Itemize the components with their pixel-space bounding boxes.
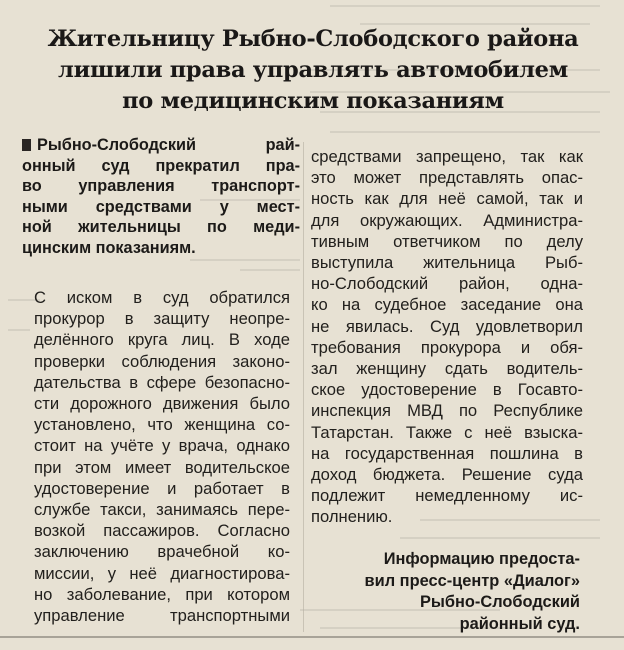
body-line: С иском в суд обратился xyxy=(34,288,290,307)
credit-line: районный суд. xyxy=(459,614,580,633)
article-lead xyxy=(22,135,300,259)
body-line: заключению врачебной ко- xyxy=(34,542,290,562)
body-line: установлено, что женщина со- xyxy=(34,415,290,435)
lead-line: ными средствами у мест- xyxy=(22,197,300,216)
body-line: но заболевание, при котором xyxy=(34,584,290,604)
body-line: для окружающих. Администра- xyxy=(311,210,583,230)
body-line: возкой пассажиров. Согласно xyxy=(34,521,290,541)
lead-line: онный суд прекратил пра- xyxy=(22,156,300,175)
lead-bullet-square-icon xyxy=(22,139,31,151)
body-line: при этом имеет водительское xyxy=(34,457,290,477)
body-line: проверки соблюдения законо- xyxy=(34,351,290,371)
body-line: полнению. xyxy=(311,507,393,527)
page-bottom-rule xyxy=(0,636,624,638)
lead-line xyxy=(22,135,300,156)
body-line: на государственная пошлина в xyxy=(311,443,583,463)
headline-line: Жительницу Рыбно-Слободского района xyxy=(47,26,579,52)
body-line: миссии, у неё диагностирова- xyxy=(34,563,290,583)
body-line: требования прокурора и обя- xyxy=(311,337,583,357)
body-line: доход бюджета. Решение суда xyxy=(311,465,583,485)
body-line: подлежит немедленному ис- xyxy=(311,486,583,506)
body-line: делённого круга лиц. В ходе xyxy=(34,330,290,350)
credit-line: Рыбно-Слободский xyxy=(419,593,580,611)
body-line: дательства в сфере безопасно- xyxy=(34,372,290,392)
body-line: выступила жительница Рыб- xyxy=(311,253,583,273)
headline-line: лишили права управлять автомобилем xyxy=(58,57,568,83)
lead-line: во управления транспорт- xyxy=(22,177,300,196)
credit-line: вил пресс-центр «Диалог» xyxy=(364,571,580,590)
body-line: ко на судебное заседание она xyxy=(311,295,583,315)
lead-line: цинским показаниям. xyxy=(22,238,196,257)
body-line: сти дорожного движения было xyxy=(34,394,290,414)
body-line: не явилась. Суд удовлетворил xyxy=(311,316,583,336)
article-credit xyxy=(318,549,580,635)
body-line: службе такси, занимаясь пере- xyxy=(34,500,290,520)
body-line: ность как для неё самой, так и xyxy=(311,189,583,209)
body-line: прокурор в защиту неопре- xyxy=(34,309,290,329)
body-line: управление транспортными xyxy=(34,606,290,626)
body-column-left xyxy=(34,287,290,626)
headline-line: по медицинским показаниям xyxy=(122,88,504,114)
body-line: средствами запрещено, так как xyxy=(311,147,583,166)
column-divider xyxy=(303,142,304,632)
body-line: тивным ответчиком по делу xyxy=(311,231,583,251)
body-line: удостоверение и работает в xyxy=(34,478,290,498)
lead-line-text: Рыбно-Слободский рай- xyxy=(37,136,300,154)
article-headline xyxy=(14,24,612,117)
body-line: Татарстан. Также с неё взыска- xyxy=(311,422,583,442)
body-line: ское удостоверение в Госавто- xyxy=(311,380,583,400)
body-line: зал женщину сдать водитель- xyxy=(311,359,583,379)
lead-line: ной жительницы по меди- xyxy=(22,218,300,237)
body-column-right xyxy=(311,146,583,528)
body-line: но-Слободский район, одна- xyxy=(311,274,583,294)
body-line: инспекция МВД по Республике xyxy=(311,401,583,421)
body-line: стоит на учёте у врача, однако xyxy=(34,436,290,456)
body-line: это может представлять опас- xyxy=(311,168,583,188)
credit-line: Информацию предоста- xyxy=(383,550,580,568)
